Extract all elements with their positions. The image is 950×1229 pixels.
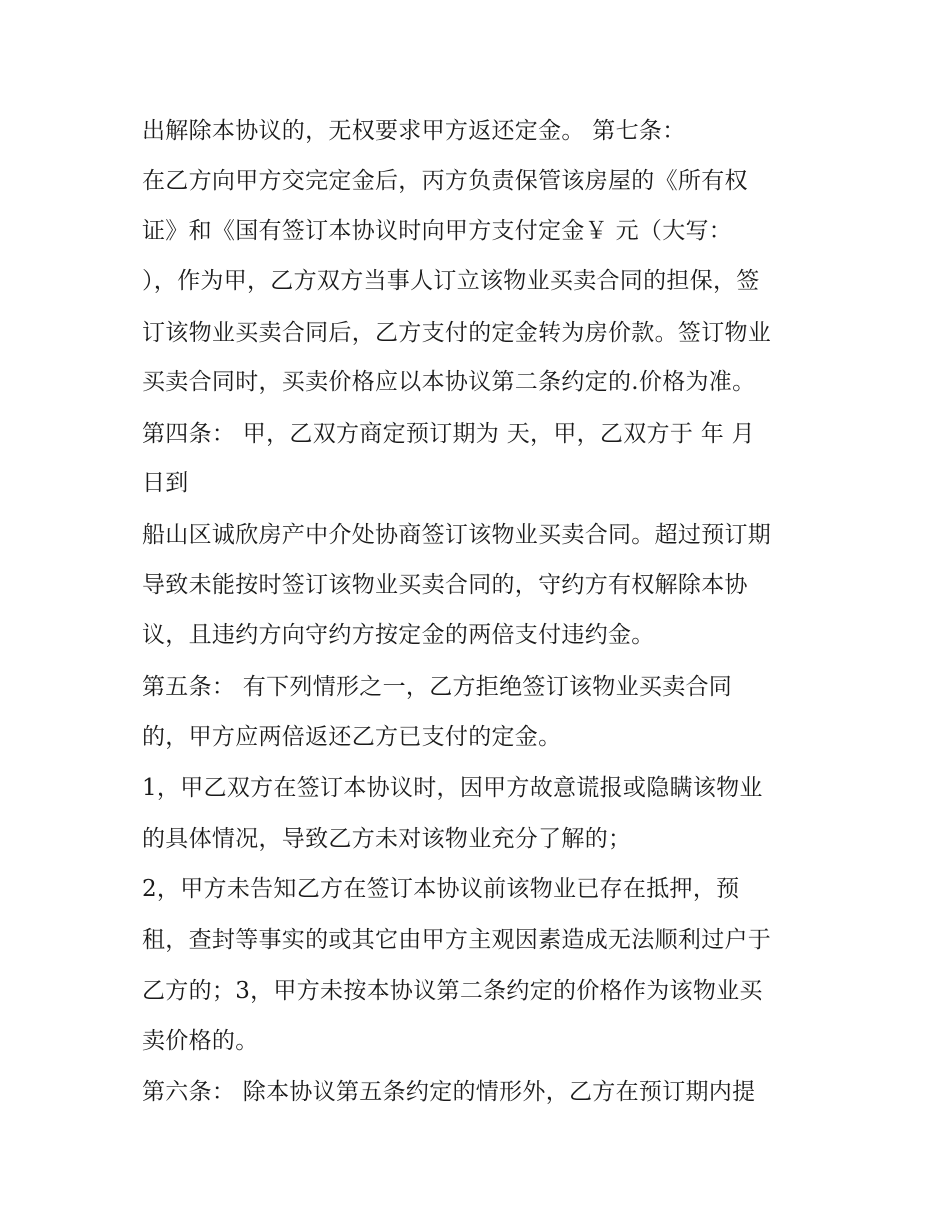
text-line: 第六条： 除本协议第五条约定的情形外，乙方在预订期内提 <box>142 1079 756 1105</box>
text-line: 买卖合同时，买卖价格应以本协议第二条约定的.价格为准。 <box>142 369 756 395</box>
text-line: 卖价格的。 <box>142 1028 259 1054</box>
text-line: 的，甲方应两倍返还乙方已支付的定金。 <box>142 724 562 750</box>
text-line: 议，且违约方向守约方按定金的两倍支付违约金。 <box>142 622 655 648</box>
text-line: 证》和《国有签订本协议时向甲方支付定金￥ 元（大写： <box>142 218 733 244</box>
text-line: 第五条： 有下列情形之一，乙方拒绝签订该物业买卖合同 <box>142 674 733 700</box>
text-line: 订该物业买卖合同后，乙方支付的定金转为房价款。签订物业 <box>142 320 772 346</box>
text-line: 第四条： 甲，乙双方商定预订期为 天，甲，乙双方于 年 月 <box>142 421 755 447</box>
text-line: 的具体情况，导致乙方未对该物业充分了解的； <box>142 826 632 852</box>
text-line: 2，甲方未告知乙方在签订本协议前该物业已存在抵押，预 <box>142 876 740 902</box>
text-line: 在乙方向甲方交完定金后，丙方负责保管该房屋的《所有权 <box>142 168 748 194</box>
text-line: 乙方的；3，甲方未按本协议第二条约定的价格作为该物业买 <box>142 978 763 1004</box>
text-line: 日到 <box>142 470 189 496</box>
text-line: 出解除本协议的，无权要求甲方返还定金。 第七条： <box>142 118 686 144</box>
text-line: 导致未能按时签订该物业买卖合同的，守约方有权解除本协 <box>142 572 748 598</box>
text-line: 租，查封等事实的或其它由甲方主观因素造成无法顺利过户于 <box>142 927 772 953</box>
text-line: 船山区诚欣房产中介处协商签订该物业买卖合同。超过预订期 <box>142 522 772 548</box>
text-line: ），作为甲，乙方双方当事人订立该物业买卖合同的担保，签 <box>142 268 760 294</box>
text-line: 1，甲乙双方在签订本协议时，因甲方故意谎报或隐瞒该物业 <box>142 775 763 801</box>
